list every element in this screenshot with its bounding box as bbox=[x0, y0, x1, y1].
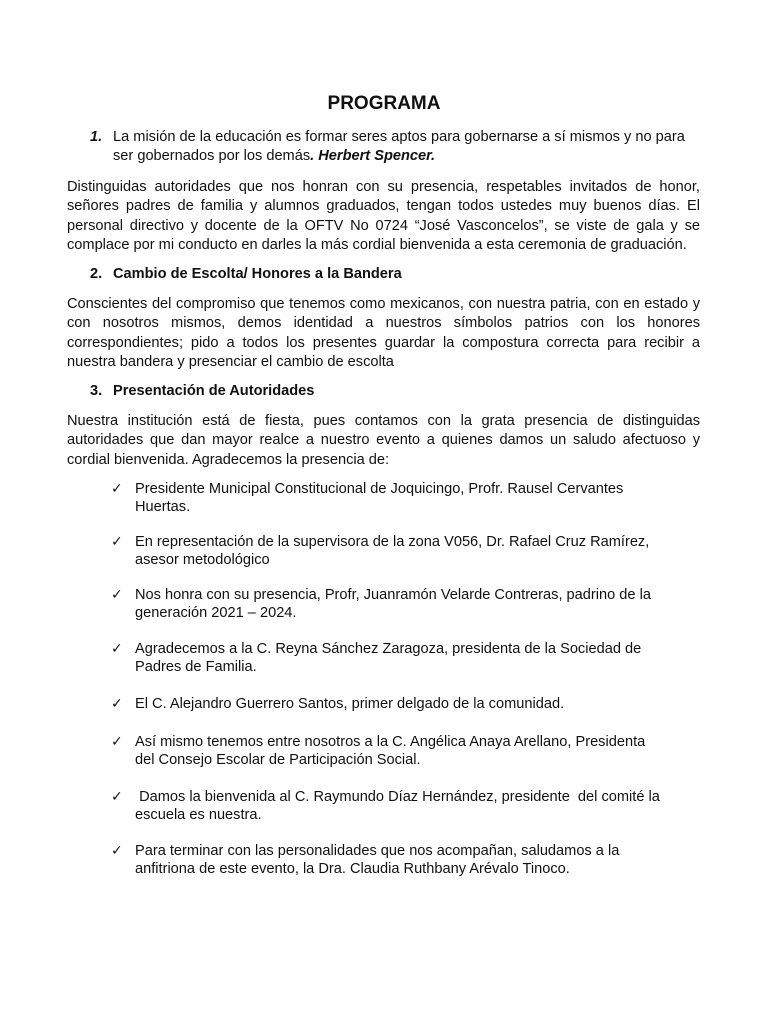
section-2-number: 2. bbox=[90, 266, 103, 282]
list-item-text: Así mismo tenemos entre nosotros a la C. Angélica Anaya Arellano, Presidenta del Consejo Escolar de Participación Social. bbox=[135, 734, 646, 768]
list-item-text: Nos honra con su presencia, Profr, Juanramón Velarde Contreras, padrino de la generación 2021 – 2024. bbox=[135, 587, 651, 621]
quote-author: . Herbert Spencer. bbox=[310, 148, 436, 165]
list-item bbox=[0, 480, 768, 520]
list-item-text: El C. Alejandro Guerrero Santos, primer delgado de la comunidad. bbox=[135, 696, 565, 712]
list-item bbox=[0, 533, 768, 573]
list-item bbox=[0, 842, 768, 882]
check-icon: ✓ bbox=[111, 534, 123, 550]
authorities-intro-paragraph: Nuestra institución está de fiesta, pues contamos con la grata presencia de distinguidas autoridades que dan mayor realce a nuestro evento a quienes damos un saludo afectuoso y cordial bienvenida. Agradecemos la presencia de: bbox=[67, 413, 700, 468]
list-item bbox=[0, 640, 768, 680]
check-icon: ✓ bbox=[111, 641, 123, 657]
list-item-text: Para terminar con las personalidades que nos acompañan, saludamos a la anfitriona de este evento, la Dra. Claudia Ruthbany Arévalo Tinoco. bbox=[135, 843, 620, 877]
page-title: PROGRAMA bbox=[327, 93, 441, 114]
check-icon: ✓ bbox=[111, 734, 123, 750]
list-item-text: Damos la bienvenida al C. Raymundo Díaz Hernández, presidente del comité la escuela es nuestra. bbox=[135, 789, 664, 823]
section-3-number: 3. bbox=[90, 383, 103, 399]
quote-text-block bbox=[113, 128, 703, 167]
list-item-text: En representación de la supervisora de la zona V056, Dr. Rafael Cruz Ramírez, asesor metodológico bbox=[135, 534, 650, 568]
quote-text: La misión de la educación es formar seres aptos para gobernarse a sí mismos y no para ser gobernados por los demás bbox=[113, 129, 685, 165]
section-2-title: Cambio de Escolta/ Honores a la Bandera bbox=[113, 266, 402, 282]
check-icon: ✓ bbox=[111, 789, 123, 805]
check-icon: ✓ bbox=[111, 696, 123, 712]
check-icon: ✓ bbox=[111, 587, 123, 603]
list-item bbox=[0, 586, 768, 626]
flag-paragraph: Conscientes del compromiso que tenemos como mexicanos, con nuestra patria, con en estado y con nosotros mismos, demos identidad a nuestros símbolos patrios con los honores correspondientes; pido a todos los presentes guardar la compostura correcta para recibir a nuestra bandera y presenciar el cambio de escolta bbox=[67, 296, 700, 371]
list-item-text: Presidente Municipal Constitucional de Joquicingo, Profr. Rausel Cervantes Huertas. bbox=[135, 481, 624, 515]
check-icon: ✓ bbox=[111, 843, 123, 859]
welcome-paragraph: Distinguidas autoridades que nos honran con su presencia, respetables invitados de honor, señores padres de familia y alumnos graduados, tengan todos ustedes muy buenos días. El personal directivo y docente de la OFTV No 0724 “José Vasconcelos”, se viste de gala y se complace por mi conducto en darles la más cordial bienvenida a esta ceremonia de graduación. bbox=[67, 179, 700, 254]
quote-number: 1. bbox=[90, 129, 103, 145]
list-item bbox=[0, 695, 768, 715]
section-3-title: Presentación de Autoridades bbox=[113, 383, 315, 399]
quote-item bbox=[0, 128, 768, 170]
section-3-heading bbox=[0, 382, 768, 402]
check-icon: ✓ bbox=[111, 481, 123, 497]
list-item bbox=[0, 733, 768, 773]
list-item bbox=[0, 788, 768, 828]
list-item-text: Agradecemos a la C. Reyna Sánchez Zaragoza, presidenta de la Sociedad de Padres de Familia. bbox=[135, 641, 642, 675]
section-2-heading bbox=[0, 265, 768, 285]
